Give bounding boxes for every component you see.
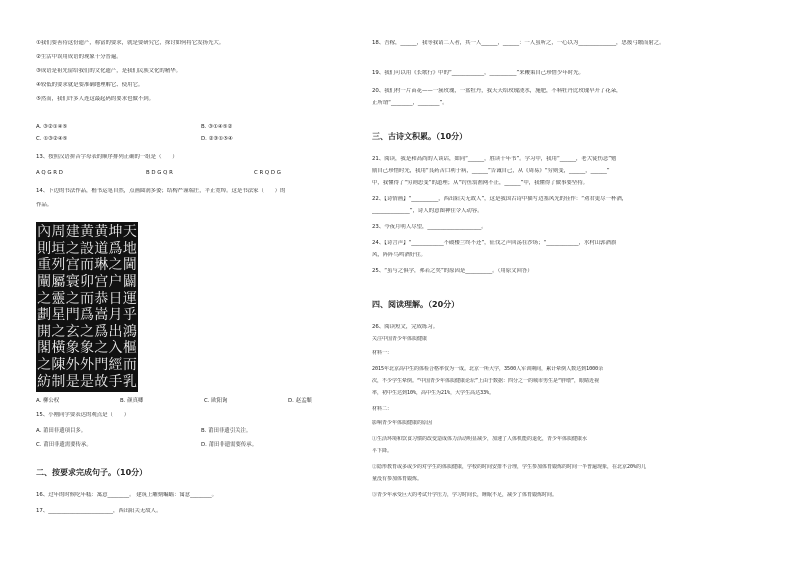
calligraphy-char: 垣 [51,240,66,257]
calligraphy-char: 入 [108,340,123,357]
calligraphy-char: 靈 [51,290,66,307]
calligraphy-char: 運 [122,290,137,307]
calligraphy-char: 象 [79,340,94,357]
calligraphy-char: 黄 [94,224,109,241]
question-21-cont: 励自己珍惜时光，我用“良药苦口利于病，______”告诫自己，从《周易》“穷则变，______，______” [372,168,610,174]
calligraphy-char: 闢 [122,274,137,291]
sentence-5: ⑤然而，我们许多人连这最起码的要求也做不到。 [36,96,155,102]
calligraphy-char: 之 [65,290,80,307]
question-20-cont: 正所谓“________，________”。 [372,100,448,106]
calligraphy-column [37,224,51,390]
calligraphy-char: 之 [79,323,94,340]
calligraphy-char: 制 [51,373,66,390]
material-2-text: ①生活环境和饮食习惯的改变造成体力活动明显减少，加速了人体机能的退化，青少年体质健康水 [372,436,588,442]
q15-option-b[interactable]: B. 莆田非遗引关注。 [201,428,252,434]
calligraphy-char: 劃 [37,307,52,324]
calligraphy-char: 設 [79,240,94,257]
calligraphy-char: 內 [37,224,52,241]
q15-option-d[interactable]: D. 莆田非遗需要传承。 [201,442,258,448]
calligraphy-char: 閣 [37,340,52,357]
material-2-label: 材料二： [372,406,393,412]
calligraphy-char: 之 [65,240,80,257]
material-1-text: 2015年北京高中生的体检合格率仅为一成。北京一所大学，3500人军训期间，累计晕倒人数达到1000余 [372,366,604,372]
q15-option-c[interactable]: C. 莆田非遗需要传承。 [36,442,92,448]
calligraphy-column [66,224,80,390]
calligraphy-char: 陳 [51,357,66,374]
calligraphy-char: 天 [122,224,137,241]
calligraphy-char: 宫 [65,257,80,274]
question-21-cont2: 中，我懂得了“穷则思变”的道理；从“钓鱼翁渔网不止，______”中，我懂得了做事要坚持。 [372,180,589,186]
material-2-text: 童没有参加体育锻炼。 [372,476,423,482]
calligraphy-char: 乎 [122,307,137,324]
question-14: 14、下边的书法作品，楷书运笔自然，点画圆润多姿；结构严谨端庄，平正宽绰。这是书法家（ ）的 [36,188,286,194]
sentence-2: ②生活中误用成语的现象十分普遍。 [36,54,122,60]
sentence-1: ①我们要善待这份遗产，称富的要求，就是要研究它，探讨如何将它发扬光大。 [36,40,225,46]
calligraphy-char: 道 [94,240,109,257]
question-18: 18、吾稼，______，我等我请二人者，其一人______，______：一人虽听之，一心以为______________，思援弓缴而射之。 [372,40,665,46]
question-22-cont: ______________”，诗人的意图神往令人动容。 [372,208,483,214]
calligraphy-char: 閫 [122,257,137,274]
question-26: 26、阅读短文，完成练习。 [372,324,439,330]
question-22: 22、【诗情画】“__________，西出阳关无故人”，这是我国古诗中描写边塞风光的佳作：“劝君更尽一杯酒， [372,196,628,202]
question-24-cont: 风，阵阵鸟鸣酒好往。 [372,252,426,258]
calligraphy-char: 卯 [79,274,94,291]
material-1-label: 材料一： [372,350,393,356]
calligraphy-char: 地 [122,240,137,257]
question-25: 25、“虽与之俱学，弗若之矣”的原因是__________。（用原文回答） [372,268,533,274]
calligraphy-column [94,224,108,390]
material-2-title: 影响青少年体质健康的原因 [372,420,433,426]
calligraphy-char: 周 [51,224,66,241]
calligraphy-char: 宫 [94,274,109,291]
material-2-text: ③青少年承受巨大的考试升学压力，学习时间长，睡眠不足，减少了体育锻炼时间。 [372,492,558,498]
calligraphy-char: 列 [51,257,66,274]
calligraphy-image [36,222,138,392]
option-a[interactable]: A. ③②①④⑤ [36,124,68,130]
material-1-text: 次，不少学生晕倒。“中国青少年体质健康论坛”上由于数据：四分之一的城市男生是“胖墩”，眼睛近视 [372,378,600,384]
question-19: 19、我们可以用《长歌行》中的“____________，__________”来鞭策自己珍惜少年时光。 [372,70,584,76]
calligraphy-char: 門 [94,357,109,374]
calligraphy-char: 坤 [108,224,123,241]
calligraphy-char: 門 [65,307,80,324]
calligraphy-char: 黄 [79,224,94,241]
section-2-heading: 二、按要求完成句子。（10分） [36,468,148,477]
q15-option-a[interactable]: A. 莆田非遗项目多。 [36,428,87,434]
q13-option-b[interactable]: B D G Q R [146,170,173,176]
question-13: 13、按照汉语拼音字母表的顺序排列正确的一组是（ ） [36,154,178,160]
calligraphy-char: 象 [65,340,80,357]
calligraphy-char: 橫 [51,340,66,357]
calligraphy-char: 星 [51,307,66,324]
material-2-text: 平下降。 [372,448,393,454]
question-24: 24、【诗言声】“____________不破楼兰终不还”，征伐之声回荡在沙场；“____________，水村山郭酒旗 [372,240,617,246]
q14-option-d[interactable]: D. 赵孟頫 [288,398,312,404]
calligraphy-char: 寰 [65,274,80,291]
section-3-heading: 三、古诗文积累。（10分） [372,132,468,141]
calligraphy-char: 之 [51,323,66,340]
calligraphy-char: 之 [37,290,52,307]
calligraphy-char: 日 [108,290,123,307]
calligraphy-char: 之 [108,257,123,274]
calligraphy-char: 紡 [37,373,52,390]
material-2-text: ②隐形教育或多或少的对学生的体质健康，学校的时间安排不合理，学生参加体育锻炼的时间一半普遍现象，在北京20%的儿 [372,464,647,470]
q13-option-a[interactable]: A Q G R D [36,170,63,176]
question-21: 21、阅读，我是和高尚的人谈话，如同“______，胜读十年书”。学习中，我用“______，老大徒伤悲”勉 [372,156,617,162]
calligraphy-char: 恭 [94,290,109,307]
calligraphy-char: 出 [108,323,123,340]
q14-option-c[interactable]: C. 欧阳询 [204,398,228,404]
calligraphy-char: 闡 [37,274,52,291]
question-16: 16、过年的时候吃年糕：寓意________。 建筑上雕刻蝙蝠：寓意________。 [36,492,218,498]
calligraphy-char: 而 [79,257,94,274]
calligraphy-char: 故 [94,373,109,390]
option-c[interactable]: C. ①③②④⑤ [36,136,68,142]
calligraphy-char: 嵩 [94,307,109,324]
calligraphy-char: 玄 [65,323,80,340]
question-14-cont: 作品。 [36,202,53,208]
calligraphy-char: 則 [37,240,52,257]
calligraphy-char: 經 [108,357,123,374]
question-17: 17、________________________，西出阳关无故人。 [36,508,162,514]
article-title: 关注中国青少年体质健康 [372,336,428,342]
option-b[interactable]: B. ③①④⑤② [201,124,233,130]
calligraphy-char: 爲 [108,240,123,257]
section-4-heading: 四、阅读理解。（20分） [372,300,460,309]
calligraphy-char: 爲 [79,307,94,324]
calligraphy-char: 開 [37,323,52,340]
calligraphy-char: 樞 [122,340,137,357]
calligraphy-char: 外 [79,357,94,374]
q14-option-b[interactable]: B. 颜真卿 [120,398,144,404]
calligraphy-char: 鴻 [122,323,137,340]
calligraphy-column [108,224,122,390]
calligraphy-char: 月 [108,307,123,324]
calligraphy-char: 建 [65,224,80,241]
calligraphy-char: 琳 [94,257,109,274]
sentence-3: ③成语是祖先留给我们的文化遗产，是我们民族文化的精华。 [36,68,181,74]
option-d[interactable]: D. ②③①⑤④ [201,136,233,142]
calligraphy-column [80,224,94,390]
calligraphy-char: 而 [79,290,94,307]
sentence-4: ④较低的要求就是要准确地理解它、使用它。 [36,82,144,88]
calligraphy-column [51,224,65,390]
calligraphy-char: 户 [108,274,123,291]
material-1-text: 率，初中生达到10%，高中生为21%，大学生高达33%。 [372,390,495,396]
calligraphy-char: 屬 [51,274,66,291]
calligraphy-char: 重 [37,257,52,274]
calligraphy-char: 爲 [94,323,109,340]
q13-option-c[interactable]: C R Q D G [254,170,281,176]
calligraphy-column [123,224,137,390]
calligraphy-char: 是 [79,373,94,390]
q14-option-a[interactable]: A. 柳公权 [36,398,60,404]
calligraphy-char: 乳 [122,373,137,390]
calligraphy-char: 手 [108,373,123,390]
calligraphy-char: 之 [37,357,52,374]
question-23: 23、今夜月明人尽望，____________________。 [372,224,487,230]
calligraphy-char: 而 [122,357,137,374]
calligraphy-char: 之 [94,340,109,357]
calligraphy-char: 是 [65,373,80,390]
question-15: 15、小刚同学要表达的观点是（ ） [36,412,130,418]
calligraphy-char: 外 [65,357,80,374]
question-20: 20、我们村一片苗花——一簇玫瑰，一盆牡丹，我天天给玫瑰浇水，施肥，不料牡丹比玫瑰早开了花朵， [372,88,622,94]
